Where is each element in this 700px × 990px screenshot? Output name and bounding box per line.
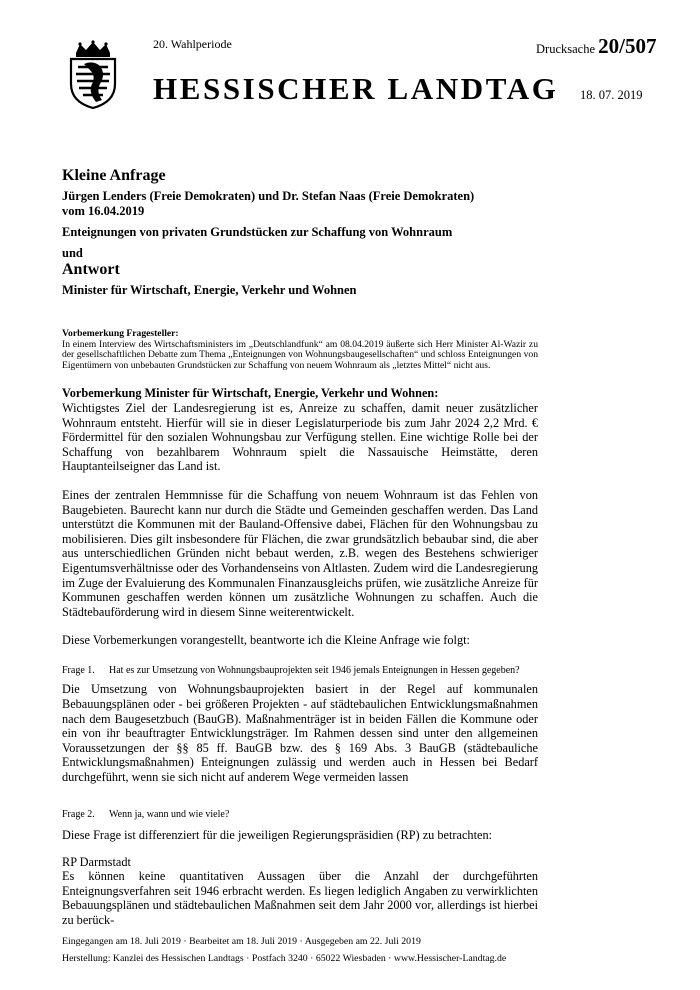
anfrage-subject: Enteignungen von privaten Grundstücken zur Schaffung von Wohnraum (62, 225, 453, 239)
question-label: Frage 1. (62, 664, 95, 676)
question-text: Wenn ja, wann und wie viele? (109, 808, 230, 820)
anfrage-authors: Jürgen Lenders (Freie Demokraten) und Dr. Stefan Naas (Freie Demokraten) (62, 189, 475, 203)
vorbemerkung-minister-p2: Eines der zentralen Hemmnisse für die Schaffung von neuem Wohnraum ist das Fehlen von Baugebieten. Baurecht kann nur durch die Städte und Gemeinden geschaffen werden. Das Land unterstützt die Kommunen mit der Bauland-Offensive dabei, Flächen für den Wohnungsbau zu mobilisieren. Dies gilt insbesondere für Flächen, die zwar grundsätzlich bebaubar sind, die aber aus unterschiedlichen Gründen nicht bebaut werden, z.B. wegen des Bestehens schwieriger Eigentumsverhältnisse oder des Vorhandenseins von Altlasten. Zudem wird die Landesregierung im Zuge der Evaluierung des Kommunalen Finanzausgleichs prüfen, wie zusätzliche Anreize für Kommunen geschaffen werden können um zusätzliche Wohnungen zu schaffen. Auch die Städtebauförderung wird in diesem Sinne weiterentwickelt. (62, 487, 538, 619)
vorbemerkung-minister-p1: Wichtigstes Ziel der Landesregierung ist es, Anreize zu schaffen, damit neuer zusätzlicher Wohnraum entsteht. Hierfür will sie in dieser Legislaturperiode bis zum Jahr 2024 2,2 Mrd. € Fördermittel für den sozialen Wohnungsbau zur Verfügung stellen. Eine wichtige Rolle bei der Schaffung von bezahlbarem Wohnraum spielt die Nassauische Heimstätte, deren Hauptanteilseigner das Land ist. (62, 400, 538, 474)
rp-darmstadt-text: Es können keine quantitativen Aussagen über die Anzahl der durchgeführten Enteignungsverfahren seit 1946 erbracht werden. Es liegen lediglich Angaben zu verwirklichten Bebauungsplänen und städtebaulichen Maßnahmen seit dem Jahr 2000 vor, allerdings ist hierbei zu berück- (62, 869, 538, 927)
vorbemerkung-minister-p3: Diese Vorbemerkungen vorangestellt, beantworte ich die Kleine Anfrage wie folgt: (62, 633, 470, 648)
anfrage-date: vom 16.04.2019 (62, 204, 145, 218)
footer-imprint: Herstellung: Kanzlei des Hessischen Landtags · Postfach 3240 · 65022 Wiesbaden · www.Hessischer-Landtag.de (62, 953, 507, 964)
parliament-title: HESSISCHER LANDTAG (153, 71, 559, 106)
rp-darmstadt-heading: RP Darmstadt (62, 854, 131, 869)
footer-dates: Eingegangen am 18. Juli 2019 · Bearbeitet am 18. Juli 2019 · Ausgegeben am 22. Juli 2019 (62, 936, 421, 947)
drucksache-label: Drucksache (536, 42, 595, 56)
drucksache (536, 34, 656, 59)
hessen-coat-of-arms-icon (62, 40, 124, 110)
anfrage-type: Kleine Anfrage (62, 167, 166, 184)
question-text: Hat es zur Umsetzung von Wohnungsbauprojekten seit 1946 jemals Enteignungen in Hessen gegeben? (109, 664, 520, 676)
question-2 (62, 809, 538, 821)
document-date: 18. 07. 2019 (580, 88, 643, 102)
question-1 (62, 665, 538, 677)
answer-2-intro: Diese Frage ist differenziert für die jeweiligen Regierungspräsidien (RP) zu betrachten: (62, 828, 493, 843)
antwort-heading: Antwort (62, 261, 120, 278)
wahlperiode: 20. Wahlperiode (153, 37, 232, 51)
question-label: Frage 2. (62, 808, 95, 820)
vorbemerkung-minister-heading: Vorbemerkung Minister für Wirtschaft, Energie, Verkehr und Wohnen: (62, 386, 439, 401)
drucksache-number: 20/507 (598, 34, 657, 58)
vorbemerkung-fragesteller-text: In einem Interview des Wirtschaftsministers im „Deutschlandfunk“ am 08.04.2019 äußerte sich Herr Minister Al-Wazir zu der gesellschaftlichen Debatte zum Thema „Enteignungen von Wohnungsbaugesellschaften“ und schloss Enteignungen von Eigentümern von unbebauten Grundstücken zur Schaffung von neuem Wohnraum als „letztes Mittel“ nicht aus. (62, 338, 538, 371)
document-body (62, 166, 538, 928)
vorbemerkung-fragesteller-heading: Vorbemerkung Fragesteller: (62, 328, 179, 339)
anfrage-und: und (62, 246, 83, 260)
answer-1: Die Umsetzung von Wohnungsbauprojekten basiert in der Regel auf kommunalen Bebauungsplänen oder - bei größeren Projekten - auf städtebaulichen Entwicklungsmaßnahmen nach dem Baugesetzbuch (BauGB). Maßnahmenträger ist in beiden Fällen die Kommune oder ein von ihr beauftragter Entwicklungsträger. Im Rahmen dessen sind unter den allgemeinen Voraussetzungen der §§ 85 ff. BauGB bzw. des § 169 Abs. 3 BauGB (städtebauliche Entwicklungsmaßnahmen) Enteignungen zulässig und werden auch in Hessen bei Bedarf durchgeführt, wenn sie sich nicht auf anderem Wege vermeiden lassen (62, 682, 538, 784)
minister-title: Minister für Wirtschaft, Energie, Verkehr und Wohnen (62, 283, 357, 297)
